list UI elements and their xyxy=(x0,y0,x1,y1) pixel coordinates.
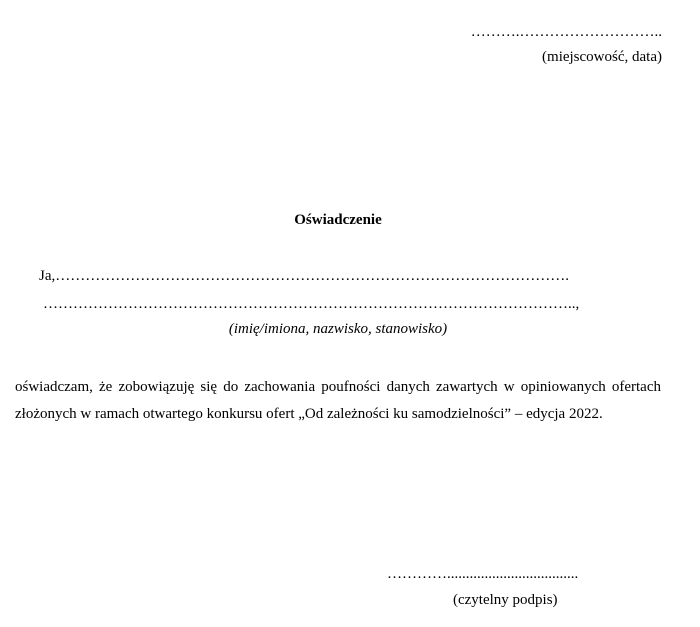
document-title: Oświadczenie xyxy=(294,212,382,228)
place-date-dotted-line: ……….……………………….. xyxy=(470,24,662,40)
statement-paragraph: oświadczam, że zobowiązuję się do zachowania poufności danych zawartych w opiniowanych ofertach złożonych w ramach otwartego konkursu ofert „Od zależności ku samodzielności” – edycja 2022. xyxy=(15,379,661,422)
identity-line-2: …………………………………………………………………………………………….., xyxy=(43,296,580,312)
signature-label: (czytelny podpis) xyxy=(453,592,558,608)
signature-dotted-line: …………................................... xyxy=(387,566,579,582)
identity-line-1: Ja,…………………………………………………………………………………………. xyxy=(39,268,569,284)
identity-hint: (imię/imiona, nazwisko, stanowisko) xyxy=(228,321,448,337)
place-date-label: (miejscowość, data) xyxy=(542,49,662,65)
